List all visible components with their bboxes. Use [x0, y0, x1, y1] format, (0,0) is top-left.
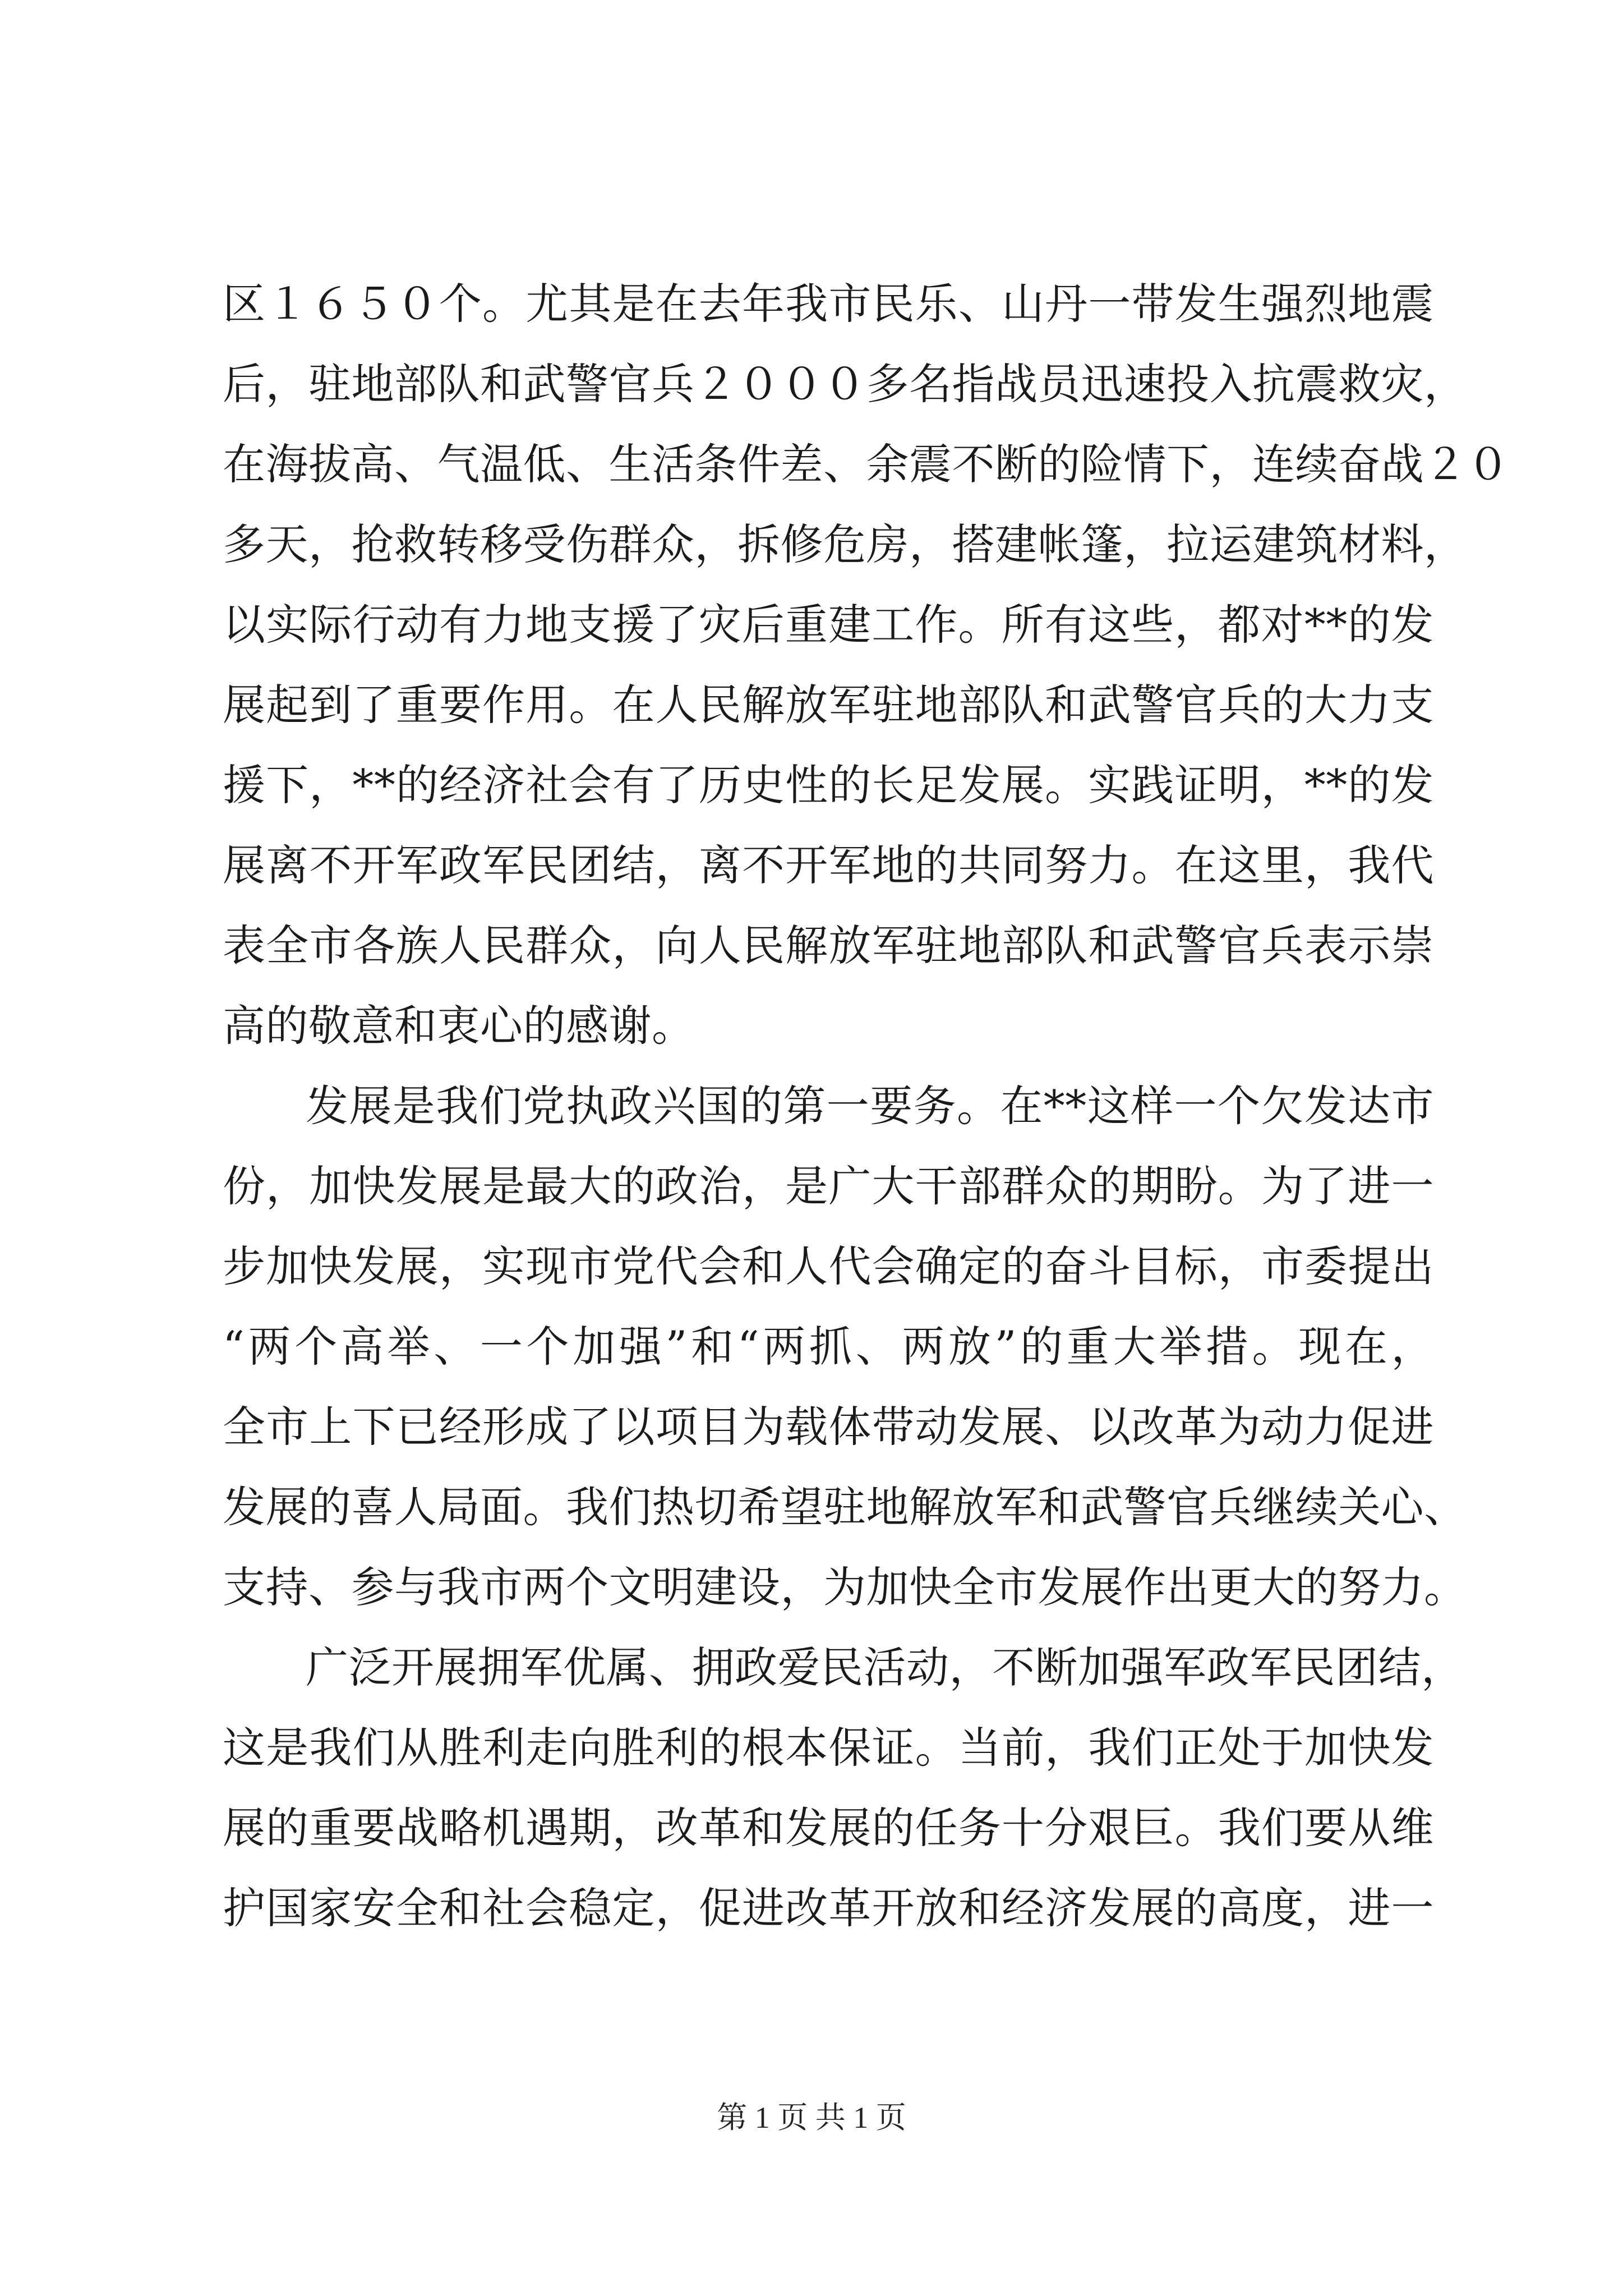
paragraph-1-line-5: 以实际行动有力地支援了灾后重建工作。所有这些，都对**的发 [223, 600, 1434, 650]
paragraph-1-line-4: 多天，抢救转移受伤群众，拆修危房，搭建帐篷，拉运建筑材料， [223, 519, 1467, 569]
paragraph-3-line-2: 这是我们从胜利走向胜利的根本保证。当前，我们正处于加快发 [223, 1723, 1434, 1773]
paragraph-3-line-4: 护国家安全和社会稳定，促进改革开放和经济发展的高度，进一 [223, 1883, 1434, 1933]
paragraph-2-line-7: 支持、参与我市两个文明建设，为加快全市发展作出更大的努力。 [223, 1562, 1467, 1612]
paragraph-1-line-3: 在海拔高、气温低、生活条件差、余震不断的险情下，连续奋战２０ [223, 439, 1510, 489]
paragraph-1-line-7: 援下，**的经济社会有了历史性的长足发展。实践证明，**的发 [223, 760, 1434, 810]
paragraph-2-line-5: 全市上下已经形成了以项目为载体带动发展、以改革为动力促进 [223, 1402, 1434, 1452]
body-text [223, 264, 1510, 1948]
page-number-footer: 第 1 页 共 1 页 [717, 2101, 906, 2134]
paragraph-2-line-2: 份，加快发展是最大的政治，是广大干部群众的期盼。为了进一 [223, 1161, 1434, 1211]
paragraph-1-line-1: 区１６５０个。尤其是在去年我市民乐、山丹一带发生强烈地震 [223, 279, 1434, 329]
paragraph-1-line-6: 展起到了重要作用。在人民解放军驻地部队和武警官兵的大力支 [223, 680, 1434, 730]
paragraph-3-line-1: 广泛开展拥军优属、拥政爱民活动，不断加强军政军民团结， [306, 1642, 1464, 1692]
paragraph-1-line-8: 展离不开军政军民团结，离不开军地的共同努力。在这里，我代 [223, 840, 1434, 890]
paragraph-1-line-10: 高的敬意和衷心的感谢。 [223, 1001, 695, 1051]
paragraph-2-line-1: 发展是我们党执政兴国的第一要务。在**这样一个欠发达市 [306, 1081, 1434, 1131]
paragraph-2-line-6: 发展的喜人局面。我们热切希望驻地解放军和武警官兵继续关心、 [223, 1482, 1467, 1532]
paragraph-1-line-2: 后，驻地部队和武警官兵２０００多名指战员迅速投入抗震救灾， [223, 359, 1467, 409]
paragraph-3-line-3: 展的重要战略机遇期，改革和发展的任务十分艰巨。我们要从维 [223, 1803, 1434, 1853]
paragraph-1-line-9: 表全市各族人民群众，向人民解放军驻地部队和武警官兵表示崇 [223, 921, 1434, 970]
paragraph-2-line-3: 步加快发展，实现市党代会和人代会确定的奋斗目标，市委提出 [223, 1241, 1434, 1291]
paragraph-2-line-4: “两个高举、一个加强”和“两抓、两放”的重大举措。现在， [223, 1322, 1434, 1372]
